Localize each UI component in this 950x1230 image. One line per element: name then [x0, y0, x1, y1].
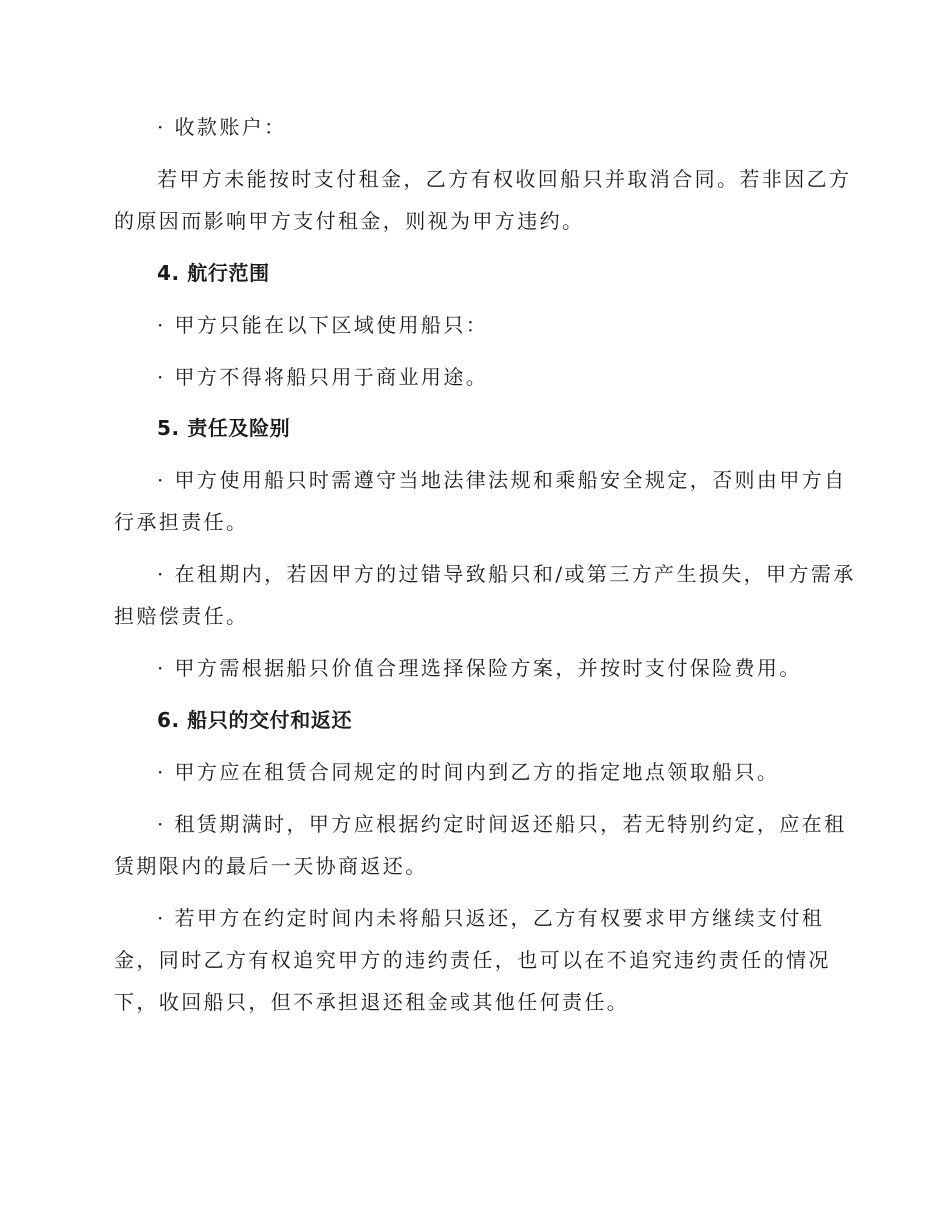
list-item-continuation: 担赔偿责任。	[114, 604, 249, 628]
list-item-continuation: 下，收回船只，但不承担退还租金或其他任何责任。	[114, 990, 630, 1014]
section-heading-delivery-return: 6. 船只的交付和返还	[157, 708, 353, 732]
list-item: · 甲方应在租赁合同规定的时间内到乙方的指定地点领取船只。	[157, 760, 780, 784]
list-item: · 在租期内，若因甲方的过错导致船只和/或第三方产生损失，甲方需承	[157, 562, 856, 586]
paragraph-line: 的原因而影响甲方支付租金，则视为甲方违约。	[114, 209, 585, 233]
list-item-continuation: 金，同时乙方有权追究甲方的违约责任，也可以在不追究违约责任的情况	[114, 948, 831, 972]
list-item: · 甲方需根据船只价值合理选择保险方案，并按时支付保险费用。	[157, 656, 802, 680]
list-item: · 甲方只能在以下区域使用船只：	[157, 313, 489, 337]
list-item: · 租赁期满时，甲方应根据约定时间返还船只，若无特别约定，应在租	[157, 812, 847, 836]
list-item-continuation: 赁期限内的最后一天协商返还。	[114, 854, 428, 878]
payment-account-item: · 收款账户：	[157, 115, 287, 139]
list-item: · 甲方使用船只时需遵守当地法律法规和乘船安全规定，否则由甲方自	[157, 468, 847, 492]
list-item: · 甲方不得将船只用于商业用途。	[157, 365, 489, 389]
section-heading-liability-insurance: 5. 责任及险别	[157, 416, 291, 440]
paragraph-line: 若甲方未能按时支付租金，乙方有权收回船只并取消合同。若非因乙方	[157, 167, 852, 191]
section-heading-navigation-range: 4. 航行范围	[157, 261, 270, 285]
list-item: · 若甲方在约定时间内未将船只返还，乙方有权要求甲方继续支付租	[157, 906, 825, 930]
list-item-continuation: 行承担责任。	[114, 510, 249, 534]
